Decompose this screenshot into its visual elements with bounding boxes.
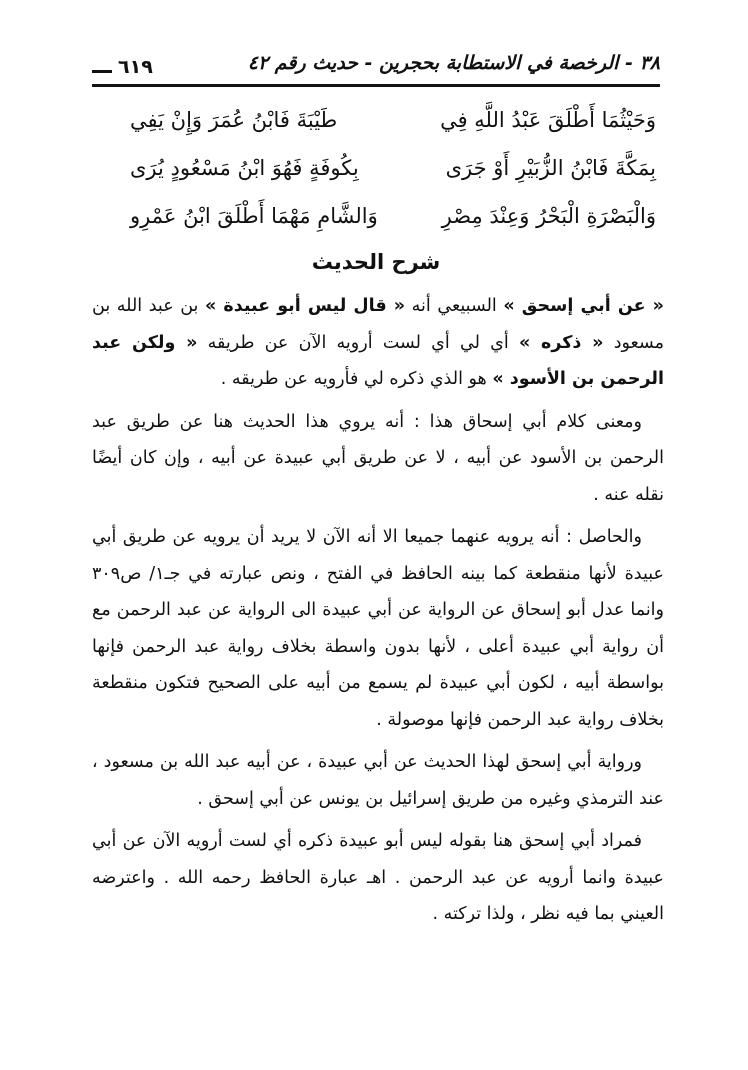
text-run: السبيعي أنه	[405, 296, 504, 316]
verse-first-hemistich: وَحَيْثُمَا أَطْلَقَ عَبْدُ اللَّهِ فِي	[440, 108, 656, 132]
running-header	[92, 52, 660, 82]
text-run: هو الذي ذكره لي فأرويه عن طريقه .	[220, 369, 493, 389]
verse-first-hemistich: وَالْبَصْرَةِ الْبَحْرُ وَعِنْدَ مِصْرِ	[441, 204, 656, 228]
poem-verse	[100, 148, 656, 196]
verse-second-hemistich: بِكُوفَةٍ فَهُوَ ابْنُ مَسْعُودٍ يُرَى	[130, 156, 359, 180]
header-rule	[92, 84, 660, 87]
verse-second-hemistich: طَيْبَةَ فَابْنُ عُمَرَ وَإِنْ يَفِي	[130, 108, 338, 132]
quoted-phrase: « عن أبي إسحق »	[503, 296, 664, 316]
quoted-phrase: « قال ليس أبو عبيدة »	[205, 296, 406, 316]
body-text	[92, 288, 664, 939]
verse-first-hemistich: بِمَكَّةَ فَابْنُ الزُّبَيْرِ أَوْ جَرَى	[445, 156, 656, 180]
paragraph: ورواية أبي إسحق لهذا الحديث عن أبي عبيدة ، عن أبيه عبد الله بن مسعود ، عند الترمذي وغيره من طريق إسرائيل بن يونس عن أبي إسحق .	[92, 752, 664, 809]
section-title: شرح الحديث	[311, 250, 441, 274]
poem-verse	[100, 100, 656, 148]
paragraph: والحاصل : أنه يرويه عنهما جميعا الا أنه الآن لا يريد أن يرويه عن طريق أبي عبيدة لأنها منقطعة كما بينه الحافظ في الفتح ، ونص عبارته في جـ١/ ص٣٠٩ وانما عدل أبو إسحاق عن الرواية عن أبي عبيدة الى الرواية عن عبد الرحمن مع أن رواية أبي عبيدة أعلى ، لأنها بدون واسطة بخلاف رواية عبد الرحمن فإنها بواسطة أبيه ، لكون أبي عبيدة لم يسمع من أبيه على الصحيح فتكون منقطعة بخلاف رواية عبد الرحمن فإنها موصولة .	[92, 527, 664, 730]
header-dash	[92, 70, 112, 73]
header-title: ٣٨ - الرخصة في الاستطابة بحجرين - حديث رقم ٤٢	[247, 52, 660, 74]
quoted-phrase: « ذكره »	[518, 332, 604, 353]
quoted-phrase: « ولكن عبد الرحمن بن الأسود »	[92, 332, 664, 389]
text-run: أي لي أي لست أرويه الآن عن طريقه	[197, 332, 519, 353]
verse-second-hemistich: وَالشَّامِ مَهْمَا أَطْلَقَ ابْنُ عَمْرِو	[130, 204, 378, 228]
paragraph: فمراد أبي إسحق هنا بقوله ليس أبو عبيدة ذكره أي لست أرويه الآن عن أبي عبيدة وانما أرويه عن عبد الرحمن . اهـ عبارة الحافظ رحمه الله . واعترضه العيني بما فيه نظر ، ولذا تركته .	[92, 831, 664, 924]
text-run: بن عبد الله بن مسعود	[92, 296, 664, 353]
paragraph: ومعنى كلام أبي إسحاق هذا : أنه يروي هذا الحديث هنا عن طريق عبد الرحمن بن الأسود عن أبيه ، لا عن طريق أبي عبيدة عن أبيه ، وإن كان أيضًا نقله عنه .	[92, 411, 664, 505]
page-number: ٦١٩	[118, 56, 153, 78]
poem-verse	[100, 196, 656, 244]
poem	[100, 100, 656, 244]
paragraph	[92, 288, 664, 398]
